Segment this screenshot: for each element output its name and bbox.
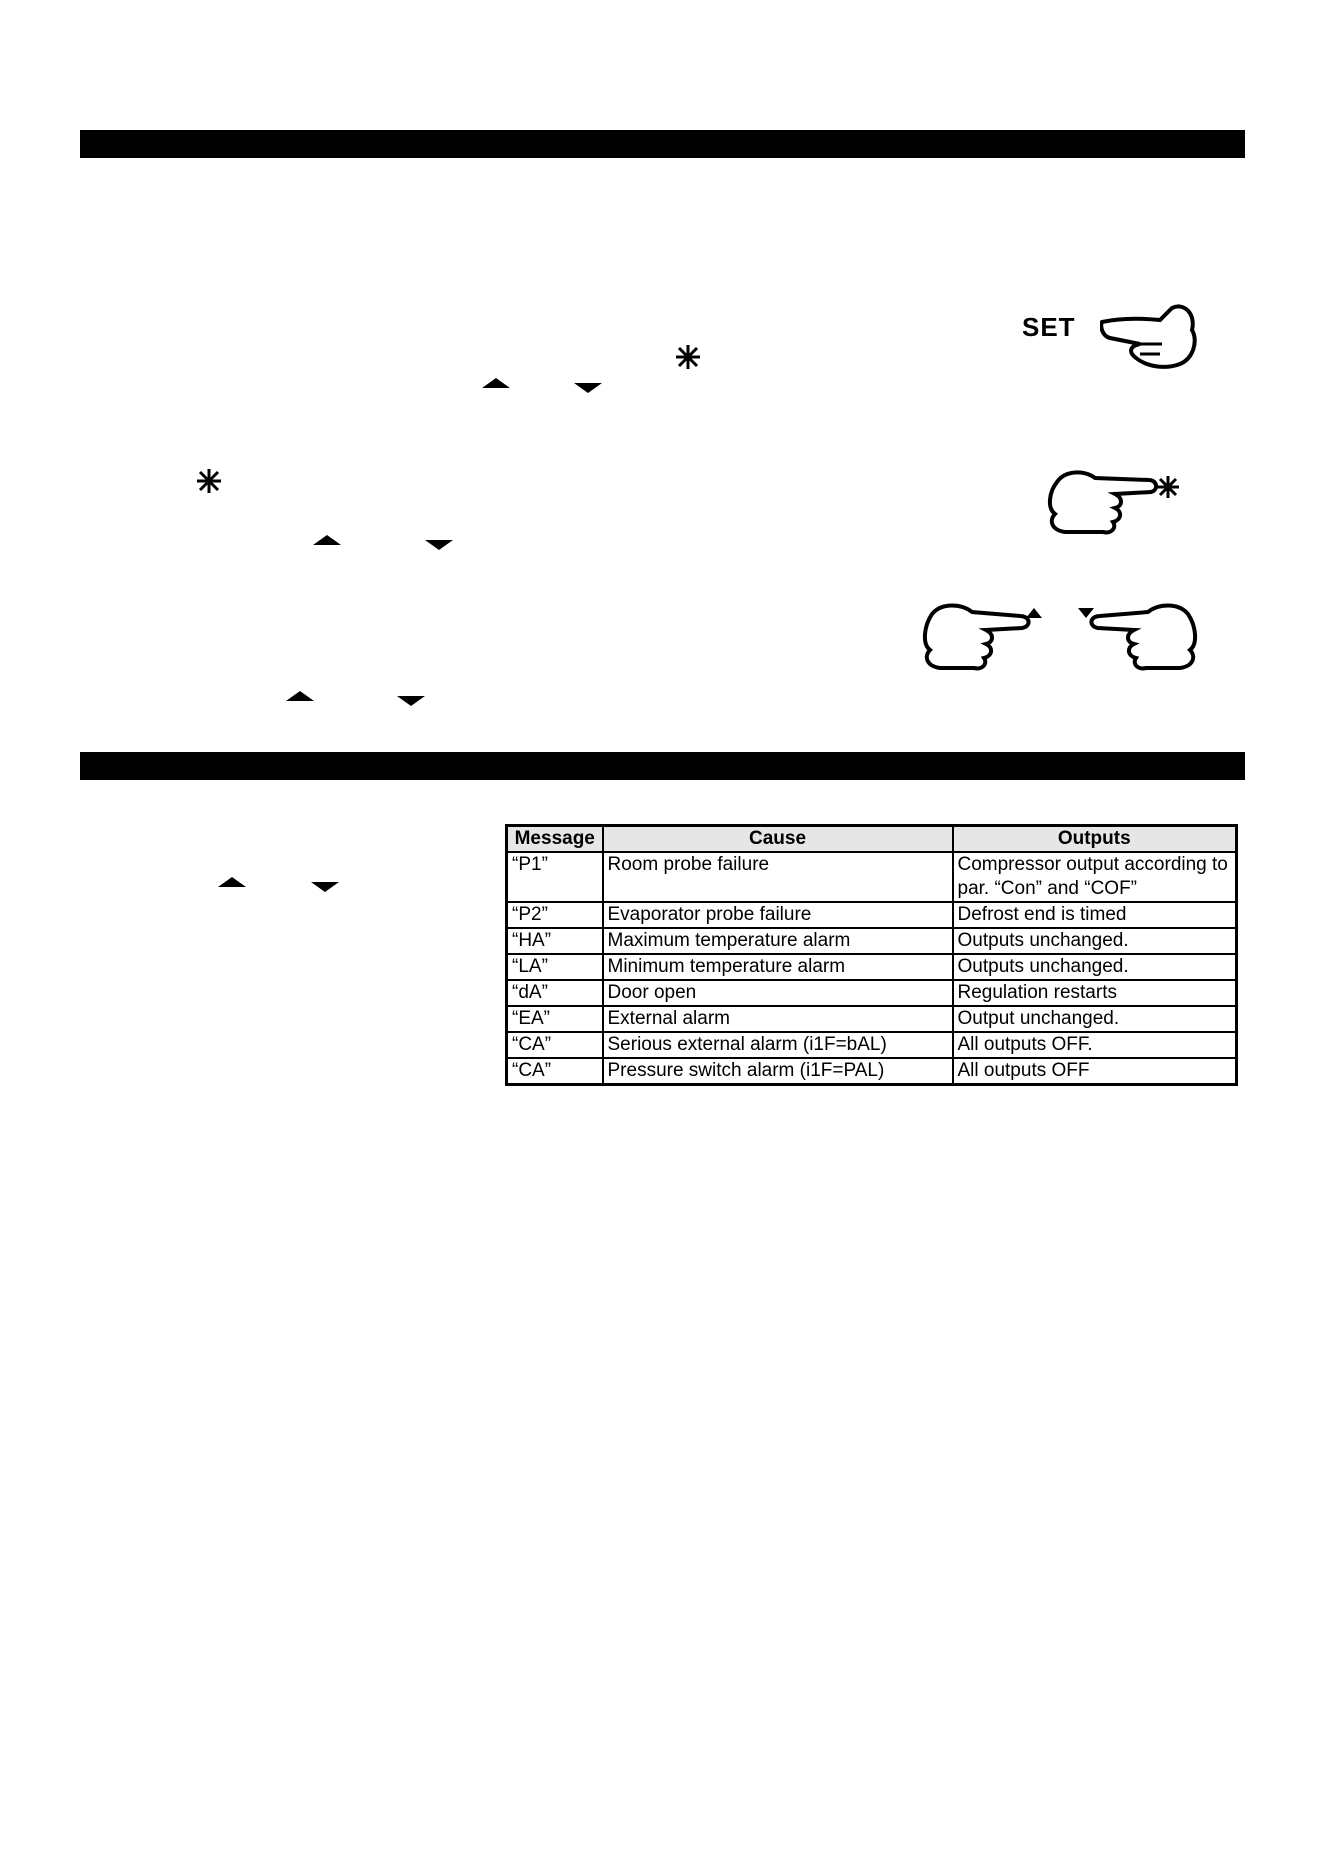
outputs-cell: All outputs OFF xyxy=(953,1058,1237,1085)
column-header: Message xyxy=(507,826,603,853)
outputs-cell: Outputs unchanged. xyxy=(953,928,1237,954)
message-cell: “LA” xyxy=(507,954,603,980)
table-row xyxy=(507,928,1237,954)
alarm-table xyxy=(505,824,1238,1086)
arrow-down-icon xyxy=(425,540,453,550)
hand-pointing-icon xyxy=(1045,462,1185,538)
section-header-bar xyxy=(80,130,1245,158)
arrow-up-icon xyxy=(218,877,246,887)
message-cell: “dA” xyxy=(507,980,603,1006)
hand-pointing-icon xyxy=(1100,300,1200,372)
table-row xyxy=(507,1058,1237,1085)
message-cell: “EA” xyxy=(507,1006,603,1032)
arrow-down-icon xyxy=(574,383,602,393)
table-row xyxy=(507,1006,1237,1032)
cause-cell: External alarm xyxy=(603,1006,953,1032)
outputs-cell: Outputs unchanged. xyxy=(953,954,1237,980)
message-cell: “HA” xyxy=(507,928,603,954)
arrow-down-icon xyxy=(311,882,339,892)
hand-pointing-icon xyxy=(920,596,1050,672)
snowflake-icon xyxy=(196,468,222,494)
message-cell: “CA” xyxy=(507,1032,603,1058)
arrow-up-icon xyxy=(313,535,341,545)
table-header-row xyxy=(507,826,1237,853)
column-header: Cause xyxy=(603,826,953,853)
column-header: Outputs xyxy=(953,826,1237,853)
cause-cell: Minimum temperature alarm xyxy=(603,954,953,980)
outputs-cell: Output unchanged. xyxy=(953,1006,1237,1032)
table-row xyxy=(507,1032,1237,1058)
outputs-cell: Defrost end is timed xyxy=(953,902,1237,928)
outputs-cell: Compressor output according to par. “Con” and “COF” xyxy=(953,852,1237,902)
section-header-bar xyxy=(80,752,1245,780)
message-cell: “P1” xyxy=(507,852,603,902)
outputs-cell: Regulation restarts xyxy=(953,980,1237,1006)
cause-cell: Serious external alarm (i1F=bAL) xyxy=(603,1032,953,1058)
table-row xyxy=(507,954,1237,980)
cause-cell: Door open xyxy=(603,980,953,1006)
snowflake-icon xyxy=(675,344,701,370)
table-row xyxy=(507,852,1237,902)
outputs-cell: All outputs OFF. xyxy=(953,1032,1237,1058)
cause-cell: Evaporator probe failure xyxy=(603,902,953,928)
cause-cell: Maximum temperature alarm xyxy=(603,928,953,954)
message-cell: “CA” xyxy=(507,1058,603,1085)
arrow-up-icon xyxy=(286,691,314,701)
message-cell: “P2” xyxy=(507,902,603,928)
set-button-label: SET xyxy=(1022,312,1076,342)
arrow-down-icon xyxy=(397,696,425,706)
arrow-up-icon xyxy=(482,378,510,388)
hand-pointing-icon xyxy=(1070,596,1200,672)
table-row xyxy=(507,980,1237,1006)
cause-cell: Room probe failure xyxy=(603,852,953,902)
cause-cell: Pressure switch alarm (i1F=PAL) xyxy=(603,1058,953,1085)
table-row xyxy=(507,902,1237,928)
